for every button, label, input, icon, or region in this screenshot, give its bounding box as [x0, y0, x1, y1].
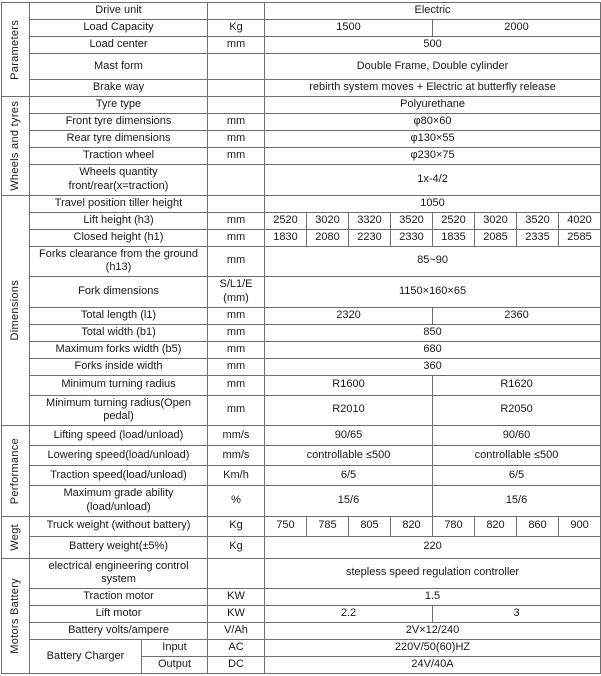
- spec-value: 4020: [559, 212, 601, 229]
- spec-name: Fork dimensions: [30, 277, 208, 308]
- section-label-wheels-and-tyres: [2, 97, 30, 196]
- spec-value: 2585: [559, 229, 601, 246]
- spec-unit: Kg: [208, 516, 265, 536]
- spec-name: Load Capacity: [30, 20, 208, 37]
- spec-name: Minimum turning radius(Open pedal): [30, 395, 208, 426]
- spec-value-model1: 1500: [265, 20, 433, 37]
- spec-row-drive-unit: [2, 3, 601, 20]
- spec-value-model1: 15/6: [265, 486, 433, 517]
- spec-unit: mm: [208, 395, 265, 426]
- spec-value: 2520: [433, 212, 475, 229]
- spec-name: Lift height (h3): [30, 212, 208, 229]
- spec-value: stepless speed regulation controller: [265, 558, 601, 589]
- spec-value-model2: controllable ≤500: [433, 446, 601, 466]
- spec-unit: [208, 97, 265, 114]
- spec-value: 820: [475, 516, 517, 536]
- spec-unit: mm: [208, 324, 265, 341]
- spec-row-min-turning-radius-open: [2, 395, 601, 426]
- spec-row-brake-way: [2, 80, 601, 97]
- spec-row-lowering-speed: [2, 446, 601, 466]
- spec-value: 900: [559, 516, 601, 536]
- spec-row-lifting-speed: [2, 426, 601, 446]
- spec-value: 2330: [391, 229, 433, 246]
- spec-value: 220V/50(60)HZ: [265, 640, 601, 657]
- spec-row-lift-motor: [2, 606, 601, 623]
- spec-unit: mm: [208, 148, 265, 165]
- spec-value-model2: 6/5: [433, 466, 601, 486]
- spec-value: 3520: [517, 212, 559, 229]
- spec-value: rebirth system moves + Electric at butterfly release: [265, 80, 601, 97]
- spec-value: 1x-4/2: [265, 165, 601, 196]
- spec-unit: %: [208, 486, 265, 517]
- spec-row-forks-clearance: [2, 246, 601, 277]
- spec-name: Front tyre dimensions: [30, 114, 208, 131]
- spec-name: Load center: [30, 37, 208, 54]
- spec-name: Rear tyre dimensions: [30, 131, 208, 148]
- spec-name: Traction wheel: [30, 148, 208, 165]
- spec-name: Total width (b1): [30, 324, 208, 341]
- section-label-weight: [2, 516, 30, 558]
- spec-unit: KW: [208, 606, 265, 623]
- spec-value: 1050: [265, 195, 601, 212]
- spec-value-model2: 90/60: [433, 426, 601, 446]
- section-label-motors-battery: [2, 558, 30, 674]
- spec-row-front-tyre: [2, 114, 601, 131]
- spec-unit: [208, 165, 265, 196]
- spec-value: 750: [265, 516, 307, 536]
- spec-row-rear-tyre: [2, 131, 601, 148]
- spec-row-battery-weight: [2, 536, 601, 558]
- spec-name: Truck weight (without battery): [30, 516, 208, 536]
- spec-name: electrical engineering control system: [30, 558, 208, 589]
- spec-unit: mm: [208, 229, 265, 246]
- spec-value: φ80×60: [265, 114, 601, 131]
- spec-value: 1150×160×65: [265, 277, 601, 308]
- spec-row-load-capacity: [2, 20, 601, 37]
- spec-name: Lowering speed(load/unload): [30, 446, 208, 466]
- spec-value-model2: R2050: [433, 395, 601, 426]
- spec-value: 1.5: [265, 589, 601, 606]
- spec-name: Travel position tiller height: [30, 195, 208, 212]
- section-label-text: Wheels and tyres: [8, 100, 21, 191]
- spec-row-wheels-quantity: [2, 165, 601, 196]
- spec-value: 500: [265, 37, 601, 54]
- spec-row-battery-volts: [2, 623, 601, 640]
- spec-subname-output: Output: [142, 657, 208, 674]
- section-label-text: Wegt: [8, 523, 21, 551]
- spec-row-traction-wheel: [2, 148, 601, 165]
- spec-unit: mm/s: [208, 446, 265, 466]
- section-label-text: Motors Battery: [8, 577, 21, 654]
- spec-value: 3520: [391, 212, 433, 229]
- spec-value: φ130×55: [265, 131, 601, 148]
- section-label-performance: [2, 426, 30, 517]
- spec-unit: mm: [208, 37, 265, 54]
- spec-unit: Kg: [208, 20, 265, 37]
- spec-value-model1: 2.2: [265, 606, 433, 623]
- spec-value: 780: [433, 516, 475, 536]
- spec-row-truck-weight: [2, 516, 601, 536]
- spec-unit: mm: [208, 212, 265, 229]
- spec-row-min-turning-radius: [2, 375, 601, 395]
- spec-unit: mm: [208, 341, 265, 358]
- spec-row-control-system: [2, 558, 601, 589]
- spec-name: Traction speed(load/unload): [30, 466, 208, 486]
- spec-value: 860: [517, 516, 559, 536]
- spec-value: 2080: [307, 229, 349, 246]
- spec-name: Tyre type: [30, 97, 208, 114]
- spec-row-forks-inside-width: [2, 358, 601, 375]
- spec-name: Brake way: [30, 80, 208, 97]
- spec-value-model2: 2360: [433, 307, 601, 324]
- spec-row-tyre-type: [2, 97, 601, 114]
- spec-row-fork-dimensions: [2, 277, 601, 308]
- spec-value-model2: 2000: [433, 20, 601, 37]
- spec-row-tiller-height: [2, 195, 601, 212]
- spec-row-total-width: [2, 324, 601, 341]
- spec-row-max-grade: [2, 486, 601, 517]
- spec-name: Battery weight(±5%): [30, 536, 208, 558]
- spec-unit: DC: [208, 657, 265, 674]
- spec-name: Forks clearance from the ground (h13): [30, 246, 208, 277]
- spec-value-model2: R1620: [433, 375, 601, 395]
- spec-value-model1: controllable ≤500: [265, 446, 433, 466]
- spec-unit: Kg: [208, 536, 265, 558]
- spec-value: 820: [391, 516, 433, 536]
- spec-value: 220: [265, 536, 601, 558]
- section-label-text: Performance: [8, 437, 21, 504]
- spec-unit: mm: [208, 307, 265, 324]
- spec-unit: KW: [208, 589, 265, 606]
- spec-unit: S/L1/E (mm): [208, 277, 265, 308]
- spec-value: 360: [265, 358, 601, 375]
- section-label-text: Dimensions: [8, 280, 21, 341]
- spec-value: φ230×75: [265, 148, 601, 165]
- spec-subname-input: Input: [142, 640, 208, 657]
- spec-name: Closed height (h1): [30, 229, 208, 246]
- spec-value: 3020: [307, 212, 349, 229]
- spec-unit: AC: [208, 640, 265, 657]
- spec-value: 2V×12/240: [265, 623, 601, 640]
- spec-name: Traction motor: [30, 589, 208, 606]
- section-label-parameters: [2, 3, 30, 97]
- spec-row-closed-height: [2, 229, 601, 246]
- spec-value: 680: [265, 341, 601, 358]
- spec-value: 1835: [433, 229, 475, 246]
- spec-row-battery-charger-input: [2, 640, 601, 657]
- section-label-dimensions: [2, 195, 30, 426]
- spec-value-model1: 2320: [265, 307, 433, 324]
- spec-name: Lifting speed (load/unload): [30, 426, 208, 446]
- section-label-text: Parameters: [8, 19, 21, 80]
- spec-unit: V/Ah: [208, 623, 265, 640]
- spec-unit: mm: [208, 358, 265, 375]
- spec-name: Minimum turning radius: [30, 375, 208, 395]
- spec-unit: [208, 54, 265, 80]
- spec-row-traction-motor: [2, 589, 601, 606]
- spec-unit: [208, 195, 265, 212]
- spec-unit: mm: [208, 114, 265, 131]
- spec-unit: mm/s: [208, 426, 265, 446]
- spec-name: Wheels quantity front/rear(x=traction): [30, 165, 208, 196]
- spec-name: Forks inside width: [30, 358, 208, 375]
- spec-row-mast-form: [2, 54, 601, 80]
- spec-value: 2520: [265, 212, 307, 229]
- spec-unit: [208, 3, 265, 20]
- spec-name: Lift motor: [30, 606, 208, 623]
- spec-value: 1830: [265, 229, 307, 246]
- spec-row-max-forks-width: [2, 341, 601, 358]
- spec-row-lift-height: [2, 212, 601, 229]
- spec-value: 85~90: [265, 246, 601, 277]
- spec-name: Total length (l1): [30, 307, 208, 324]
- spec-name: Drive unit: [30, 3, 208, 20]
- spec-value: 24V/40A: [265, 657, 601, 674]
- spec-value: Electric: [265, 3, 601, 20]
- spec-value: 785: [307, 516, 349, 536]
- spec-unit: mm: [208, 131, 265, 148]
- spec-value-model1: R1600: [265, 375, 433, 395]
- spec-value-model1: R2010: [265, 395, 433, 426]
- spec-value: 2335: [517, 229, 559, 246]
- spec-value-model1: 6/5: [265, 466, 433, 486]
- spec-value: 805: [349, 516, 391, 536]
- spec-unit: [208, 558, 265, 589]
- spec-unit: [208, 80, 265, 97]
- spec-value-model2: 15/6: [433, 486, 601, 517]
- spec-value-model1: 90/65: [265, 426, 433, 446]
- spec-value: 2230: [349, 229, 391, 246]
- spec-value-model2: 3: [433, 606, 601, 623]
- specifications-table: [1, 2, 601, 674]
- spec-value: 3020: [475, 212, 517, 229]
- spec-value: 850: [265, 324, 601, 341]
- spec-name: Mast form: [30, 54, 208, 80]
- spec-name: Maximum grade ability (load/unload): [30, 486, 208, 517]
- spec-value: 2085: [475, 229, 517, 246]
- spec-name: Maximum forks width (b5): [30, 341, 208, 358]
- spec-unit: Km/h: [208, 466, 265, 486]
- spec-value: Polyurethane: [265, 97, 601, 114]
- spec-row-traction-speed: [2, 466, 601, 486]
- spec-unit: mm: [208, 375, 265, 395]
- spec-unit: mm: [208, 246, 265, 277]
- spec-row-load-center: [2, 37, 601, 54]
- spec-name: Battery volts/ampere: [30, 623, 208, 640]
- spec-row-total-length: [2, 307, 601, 324]
- spec-name-battery-charger: Battery Charger: [30, 640, 142, 674]
- spec-value: Double Frame, Double cylinder: [265, 54, 601, 80]
- spec-value: 3320: [349, 212, 391, 229]
